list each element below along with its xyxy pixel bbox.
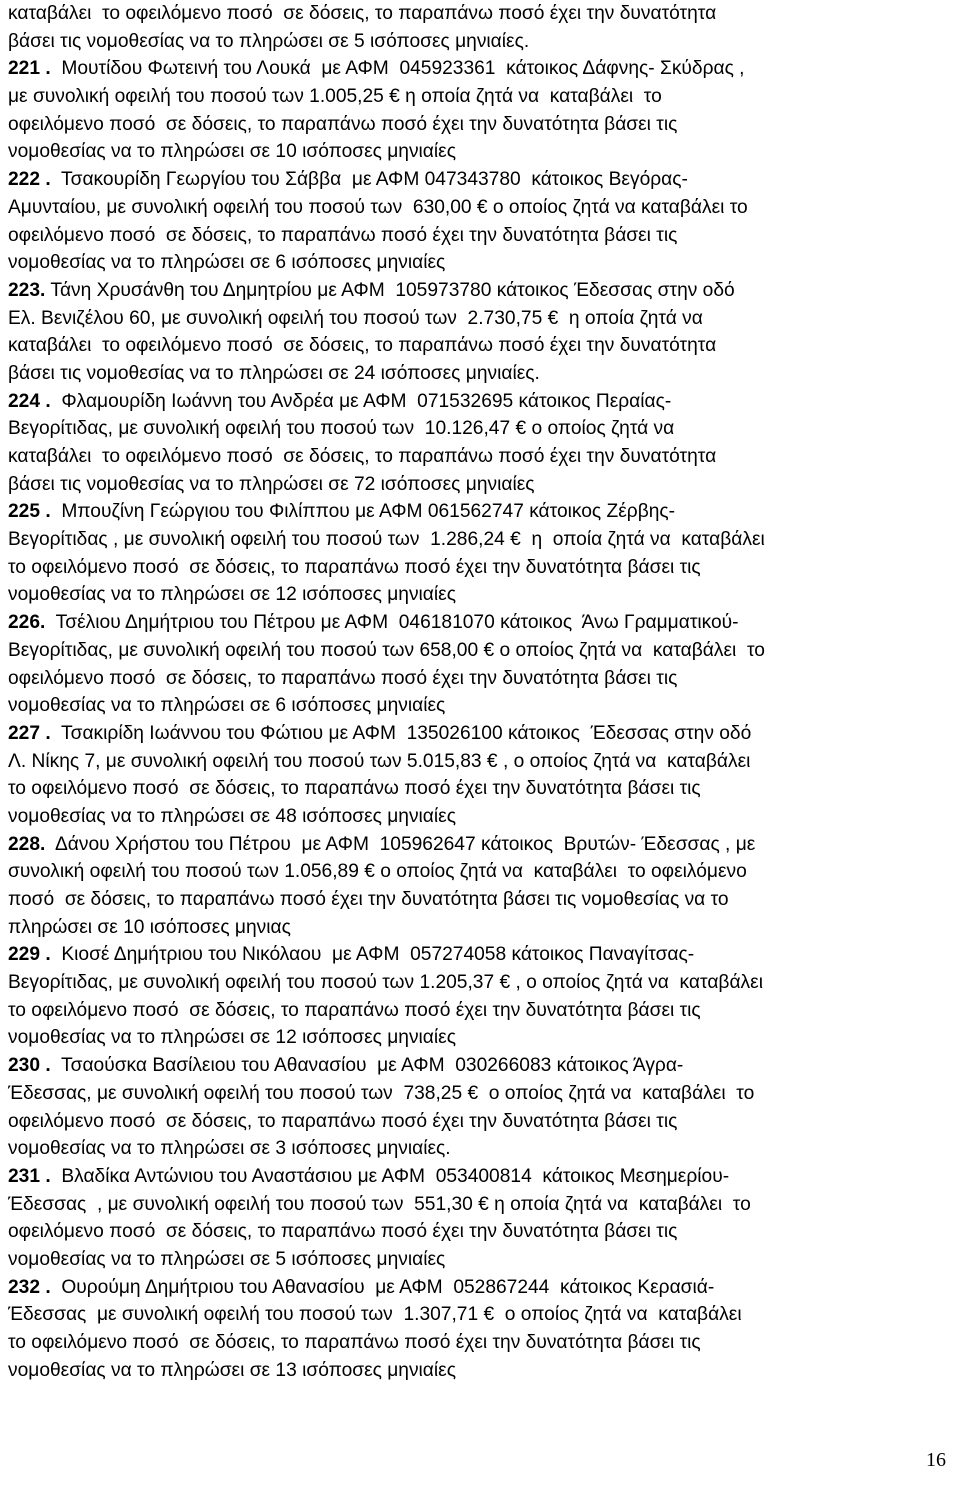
entry-text: Τσέλιου Δημήτριου του Πέτρου με ΑΦΜ 046181070 κάτοικος Άνω Γραμματικού- <box>45 612 739 634</box>
entry-text: Τσακουρίδη Γεωργίου του Σάββα με ΑΦΜ 047343780 κάτοικος Βεγόρας- <box>50 169 688 191</box>
entry-text: βάσει τις νομοθεσίας να το πληρώσει σε 72 ισόποσες μηνιαίες <box>8 473 535 495</box>
entry-line <box>8 1274 952 1302</box>
entry-text: Έδεσσας, με συνολική οφειλή του ποσού των 738,25 € ο οποίος ζητά να καταβάλει το <box>8 1082 755 1104</box>
entry-text: Μουτίδου Φωτεινή του Λουκά με ΑΦΜ 045923361 κάτοικος Δάφνης- Σκύδρας , <box>50 58 745 80</box>
entry-line <box>8 305 952 333</box>
entry-text: Βεγορίτιδας, με συνολική οφειλή του ποσού των 1.205,37 € , ο οποίος ζητά να καταβάλει <box>8 972 763 994</box>
entry-text: οφειλόμενο ποσό σε δόσεις, το παραπάνω ποσό έχει την δυνατότητα βάσει τις <box>8 113 678 135</box>
entry-line <box>8 194 952 222</box>
page-number: 16 <box>926 1449 946 1471</box>
document-body <box>8 0 952 1384</box>
entry-line <box>8 222 952 250</box>
entry-text: νομοθεσίας να το πληρώσει σε 13 ισόποσες μηνιαίες <box>8 1359 456 1381</box>
entry-line <box>8 609 952 637</box>
entry-text: νομοθεσίας να το πληρώσει σε 5 ισόποσες μηνιαίες <box>8 1248 446 1270</box>
entry-number: 227 . <box>8 722 51 744</box>
entry-text: Μπουζίνη Γεώργιου του Φιλίππου με ΑΦΜ 061562747 κάτοικος Ζέρβης- <box>50 501 676 523</box>
entry-number: 230 . <box>8 1055 51 1077</box>
entry-line <box>8 1080 952 1108</box>
entry-line <box>8 55 952 83</box>
entry-text: το οφειλόμενο ποσό σε δόσεις, το παραπάνω ποσό έχει την δυνατότητα βάσει τις <box>8 778 701 800</box>
entries-list <box>8 55 952 1384</box>
entry-item <box>8 498 952 609</box>
entry-text: πληρώσει σε 10 ισόποσες μηνιας <box>8 916 291 938</box>
entry-text: Βεγορίτιδας, με συνολική οφειλή του ποσού των 658,00 € ο οποίος ζητά να καταβάλει το <box>8 639 765 661</box>
entry-text: Τάνη Χρυσάνθη του Δημητρίου με ΑΦΜ 105973780 κάτοικος Έδεσσας στην οδό <box>45 279 735 301</box>
entry-text: νομοθεσίας να το πληρώσει σε 12 ισόποσες μηνιαίες <box>8 584 456 606</box>
entry-text: συνολική οφειλή του ποσού των 1.056,89 € ο οποίος ζητά να καταβάλει το οφειλόμενο <box>8 861 747 883</box>
entry-item <box>8 388 952 499</box>
entry-number: 229 . <box>8 944 51 966</box>
entry-item <box>8 1163 952 1274</box>
entry-line <box>8 1108 952 1136</box>
entry-line <box>8 1357 952 1385</box>
entry-text: καταβάλει το οφειλόμενο ποσό σε δόσεις, το παραπάνω ποσό έχει την δυνατότητα <box>8 446 717 467</box>
entry-number: 228. <box>8 833 46 855</box>
entry-text: νομοθεσίας να το πληρώσει σε 10 ισόποσες μηνιαίες <box>8 141 456 163</box>
entry-text: Τσαούσκα Βασίλειου του Αθανασίου με ΑΦΜ 030266083 κάτοικος Άγρα- <box>50 1055 684 1077</box>
entry-line <box>8 665 952 693</box>
entry-line <box>8 914 952 942</box>
entry-line <box>8 83 952 111</box>
entry-item <box>8 1052 952 1163</box>
entry-line <box>8 997 952 1025</box>
entry-item <box>8 277 952 388</box>
entry-line <box>8 249 952 277</box>
entry-text: νομοθεσίας να το πληρώσει σε 6 ισόποσες μηνιαίες <box>8 252 446 274</box>
entry-text: το οφειλόμενο ποσό σε δόσεις, το παραπάνω ποσό έχει την δυνατότητα βάσει τις <box>8 1332 701 1353</box>
entry-line <box>8 498 952 526</box>
entry-line <box>8 1024 952 1052</box>
intro-line: καταβάλει το οφειλόμενο ποσό σε δόσεις, το παραπάνω ποσό έχει την δυνατότητα <box>8 3 717 24</box>
entry-line <box>8 111 952 139</box>
entry-line <box>8 1329 952 1357</box>
entry-text: Ουρούμη Δημήτριου του Αθανασίου με ΑΦΜ 052867244 κάτοικος Κερασιά- <box>50 1276 715 1298</box>
entry-line <box>8 415 952 443</box>
entry-line <box>8 388 952 416</box>
entry-text: το οφειλόμενο ποσό σε δόσεις, το παραπάνω ποσό έχει την δυνατότητα βάσει τις <box>8 999 701 1021</box>
entry-line <box>8 803 952 831</box>
entry-text: Τσακιρίδη Ιωάννου του Φώτιου με ΑΦΜ 135026100 κάτοικος Έδεσσας στην οδό <box>50 722 752 744</box>
entry-text: Φλαμουρίδη Ιωάννη του Ανδρέα με ΑΦΜ 071532695 κάτοικος Περαίας- <box>50 390 672 412</box>
entry-number: 223. <box>8 279 46 301</box>
entry-text: Έδεσσας , με συνολική οφειλή του ποσού των 551,30 € η οποία ζητά να καταβάλει το <box>8 1193 751 1215</box>
entry-text: νομοθεσίας να το πληρώσει σε 12 ισόποσες μηνιαίες <box>8 1027 456 1049</box>
entry-line <box>8 581 952 609</box>
entry-text: Έδεσσας με συνολική οφειλή του ποσού των 1.307,71 € ο οποίος ζητά να καταβάλει <box>8 1304 742 1326</box>
entry-line <box>8 138 952 166</box>
entry-line <box>8 1163 952 1191</box>
entry-line <box>8 720 952 748</box>
entry-line <box>8 1052 952 1080</box>
entry-text: νομοθεσίας να το πληρώσει σε 3 ισόποσες μηνιαίες. <box>8 1138 451 1160</box>
entry-text: οφειλόμενο ποσό σε δόσεις, το παραπάνω ποσό έχει την δυνατότητα βάσει τις <box>8 667 678 689</box>
entry-line <box>8 277 952 305</box>
entry-text: οφειλόμενο ποσό σε δόσεις, το παραπάνω ποσό έχει την δυνατότητα βάσει τις <box>8 224 678 246</box>
intro-line: βάσει τις νομοθεσίας να το πληρώσει σε 5 ισόποσες μηνιαίες. <box>8 30 530 52</box>
entry-text: βάσει τις νομοθεσίας να το πληρώσει σε 24 ισόποσες μηνιαίες. <box>8 362 540 384</box>
entry-line <box>8 471 952 499</box>
entry-item <box>8 166 952 277</box>
entry-item <box>8 941 952 1052</box>
entry-number: 231 . <box>8 1165 51 1187</box>
entry-item <box>8 1274 952 1385</box>
entry-text: Βλαδίκα Αντώνιου του Αναστάσιου με ΑΦΜ 053400814 κάτοικος Μεσημερίου- <box>50 1165 730 1187</box>
entry-text: ποσό σε δόσεις, το παραπάνω ποσό έχει την δυνατότητα βάσει τις νομοθεσίας να το <box>8 889 729 910</box>
entry-text: οφειλόμενο ποσό σε δόσεις, το παραπάνω ποσό έχει την δυνατότητα βάσει τις <box>8 1221 678 1243</box>
entry-line <box>8 775 952 803</box>
entry-text: Δάνου Χρήστου του Πέτρου με ΑΦΜ 105962647 κάτοικος Βρυτών- Έδεσσας , με <box>45 833 756 855</box>
entry-line <box>8 166 952 194</box>
entry-line <box>8 748 952 776</box>
entry-line <box>8 637 952 665</box>
entry-number: 221 . <box>8 58 51 80</box>
entry-text: το οφειλόμενο ποσό σε δόσεις, το παραπάνω ποσό έχει την δυνατότητα βάσει τις <box>8 556 701 578</box>
entry-text: νομοθεσίας να το πληρώσει σε 6 ισόποσες μηνιαίες <box>8 695 446 717</box>
entry-text: Ελ. Βενιζέλου 60, με συνολική οφειλή του ποσού των 2.730,75 € η οποία ζητά να <box>8 307 703 329</box>
entry-line <box>8 969 952 997</box>
entry-line <box>8 1218 952 1246</box>
entry-line <box>8 443 952 471</box>
entry-item <box>8 720 952 831</box>
entry-line <box>8 526 952 554</box>
entry-text: Αμυνταίου, με συνολική οφειλή του ποσού των 630,00 € ο οποίος ζητά να καταβάλει το <box>8 196 748 218</box>
entry-text: οφειλόμενο ποσό σε δόσεις, το παραπάνω ποσό έχει την δυνατότητα βάσει τις <box>8 1110 678 1132</box>
entry-text: καταβάλει το οφειλόμενο ποσό σε δόσεις, το παραπάνω ποσό έχει την δυνατότητα <box>8 335 717 357</box>
entry-text: Λ. Νίκης 7, με συνολική οφειλή του ποσού των 5.015,83 € , ο οποίος ζητά να καταβάλει <box>8 750 751 772</box>
entry-item <box>8 55 952 166</box>
entry-number: 224 . <box>8 390 51 412</box>
entry-text: Βεγορίτιδας, με συνολική οφειλή του ποσού των 10.126,47 € ο οποίος ζητά να <box>8 418 675 440</box>
entry-text: νομοθεσίας να το πληρώσει σε 48 ισόποσες μηνιαίες <box>8 805 456 827</box>
entry-item <box>8 831 952 942</box>
entry-text: Βεγορίτιδας , με συνολική οφειλή του ποσού των 1.286,24 € η οποία ζητά να καταβάλει <box>8 529 765 551</box>
entry-number: 222 . <box>8 169 51 191</box>
entry-line <box>8 1191 952 1219</box>
entry-number: 226. <box>8 612 46 634</box>
entry-line <box>8 692 952 720</box>
entry-text: με συνολική οφειλή του ποσού των 1.005,25 € η οποία ζητά να καταβάλει το <box>8 86 662 108</box>
entry-line <box>8 831 952 859</box>
entry-line <box>8 886 952 914</box>
entry-line <box>8 1301 952 1329</box>
entry-text: Κιοσέ Δημήτριου του Νικόλαου με ΑΦΜ 057274058 κάτοικος Παναγίτσας- <box>50 944 695 966</box>
entry-line <box>8 941 952 969</box>
entry-item <box>8 609 952 720</box>
intro-paragraph <box>8 0 952 55</box>
entry-line <box>8 858 952 886</box>
entry-line <box>8 554 952 582</box>
entry-line <box>8 1135 952 1163</box>
entry-line <box>8 360 952 388</box>
entry-line <box>8 1246 952 1274</box>
entry-number: 225 . <box>8 501 51 523</box>
entry-number: 232 . <box>8 1276 51 1298</box>
entry-line <box>8 332 952 360</box>
